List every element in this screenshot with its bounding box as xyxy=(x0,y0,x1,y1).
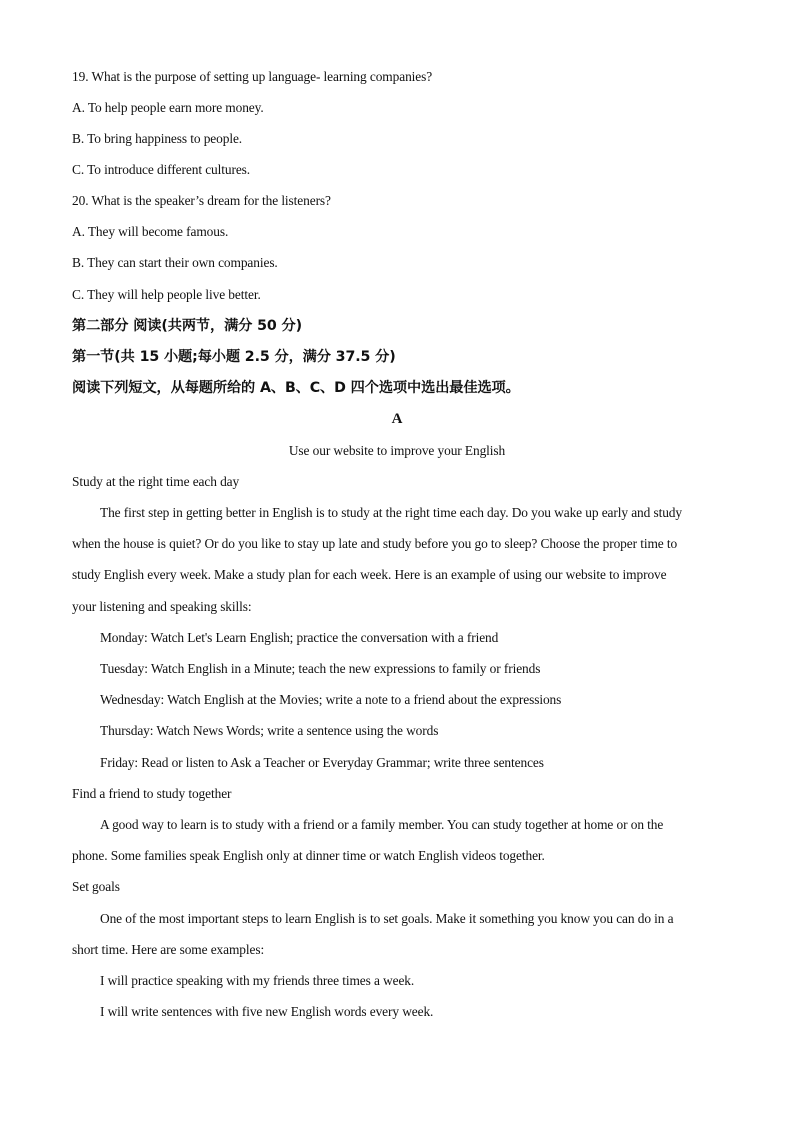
subheading-find-friend: Find a friend to study together xyxy=(72,786,232,801)
paragraph-1-line-4: your listening and speaking skills: xyxy=(72,599,252,614)
question-20-stem: 20. What is the speaker’s dream for the listeners? xyxy=(72,193,331,208)
plan-wednesday: Wednesday: Watch English at the Movies; write a note to a friend about the expressions xyxy=(100,692,562,707)
paragraph-1-line-2: when the house is quiet? Or do you like to stay up late and study before you go to sleep? Choose the proper time to xyxy=(72,536,678,551)
question-19-stem: 19. What is the purpose of setting up language- learning companies? xyxy=(72,69,433,84)
passage-title: Use our website to improve your English xyxy=(288,443,506,458)
passage-letter: A xyxy=(391,411,403,427)
plan-tuesday: Tuesday: Watch English in a Minute; teach the new expressions to family or friends xyxy=(100,661,541,676)
question-19-option-a: A. To help people earn more money. xyxy=(72,100,264,115)
goal-example-1: I will practice speaking with my friends three times a week. xyxy=(100,973,415,988)
question-19-option-c: C. To introduce different cultures. xyxy=(72,162,251,177)
question-19-option-b: B. To bring happiness to people. xyxy=(72,131,243,146)
question-20-option-b: B. They can start their own companies. xyxy=(72,255,278,270)
goal-example-2: I will write sentences with five new English words every week. xyxy=(100,1004,434,1019)
reading-instruction: 阅读下列短文，从每题所给的 A、B、C、D 四个选项中选出最佳选项。 xyxy=(72,380,520,396)
paragraph-1-line-1: The first step in getting better in English is to study at the right time each day. Do you wake up early and study xyxy=(100,505,682,520)
plan-thursday: Thursday: Watch News Words; write a sentence using the words xyxy=(100,723,439,738)
part-two-heading: 第二部分 阅读(共两节，满分 50 分) xyxy=(72,318,302,334)
section-one-heading: 第一节(共 15 小题;每小题 2.5 分，满分 37.5 分) xyxy=(72,349,396,365)
plan-friday: Friday: Read or listen to Ask a Teacher or Everyday Grammar; write three sentences xyxy=(100,755,544,770)
paragraph-2-line-2: phone. Some families speak English only at dinner time or watch English videos together. xyxy=(72,848,545,863)
paragraph-2-line-1: A good way to learn is to study with a friend or a family member. You can study together at home or on the xyxy=(100,817,664,832)
plan-monday: Monday: Watch Let's Learn English; practice the conversation with a friend xyxy=(100,630,499,645)
question-20-option-c: C. They will help people live better. xyxy=(72,287,261,302)
paragraph-3-line-1: One of the most important steps to learn English is to set goals. Make it something you know you can do in a xyxy=(100,911,674,926)
paragraph-3-line-2: short time. Here are some examples: xyxy=(72,942,265,957)
question-20-option-a: A. They will become famous. xyxy=(72,224,229,239)
subheading-study-time: Study at the right time each day xyxy=(72,474,240,489)
subheading-set-goals: Set goals xyxy=(72,879,120,894)
paragraph-1-line-3: study English every week. Make a study plan for each week. Here is an example of using our website to improve xyxy=(72,567,667,582)
